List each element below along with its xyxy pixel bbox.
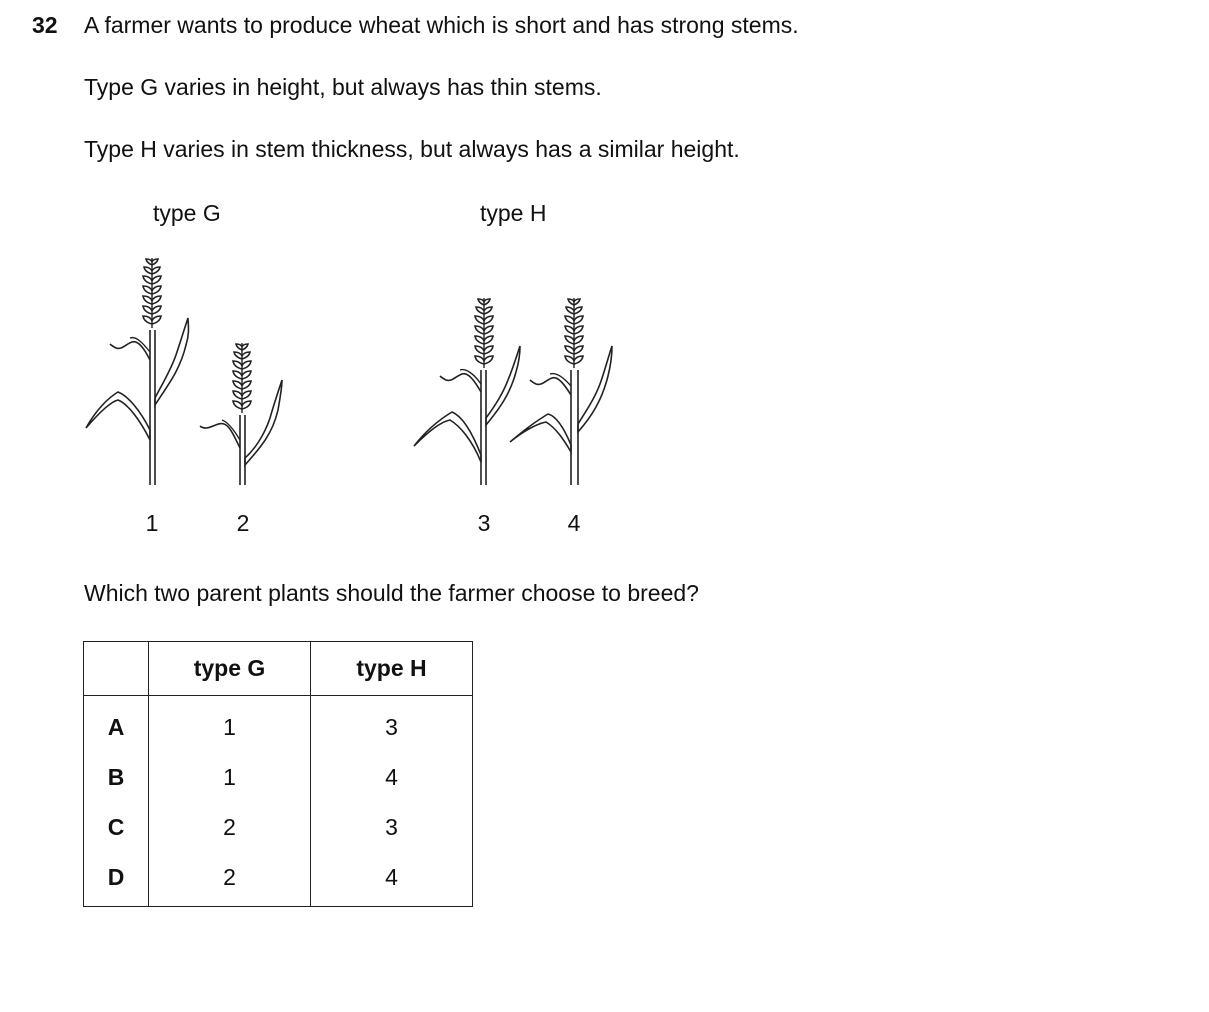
question-intro: A farmer wants to produce wheat which is short and has strong stems. [84, 12, 799, 38]
header-type-h: type H [311, 642, 473, 696]
type-h-label: type H [480, 200, 547, 226]
plant-number-1: 1 [145, 510, 159, 536]
question-number: 32 [32, 12, 58, 38]
type-g-description: Type G varies in height, but always has thin stems. [84, 74, 602, 100]
type-g-label: type G [153, 200, 221, 226]
question-prompt: Which two parent plants should the farmer choose to breed? [84, 580, 699, 606]
option-type-g: 2 [149, 802, 311, 852]
option-letter: D [84, 852, 149, 907]
table-row[interactable] [84, 802, 473, 852]
answer-options-table [83, 641, 473, 907]
header-type-g: type G [149, 642, 311, 696]
wheat-plant-1 [86, 258, 189, 485]
option-type-h: 4 [311, 852, 473, 907]
wheat-plant-3 [414, 298, 520, 485]
table-header-row [84, 642, 473, 696]
header-blank [84, 642, 149, 696]
table-row[interactable] [84, 852, 473, 907]
option-letter: C [84, 802, 149, 852]
option-type-g: 1 [149, 696, 311, 753]
table-row[interactable] [84, 752, 473, 802]
option-type-h: 3 [311, 802, 473, 852]
option-type-g: 1 [149, 752, 311, 802]
plant-number-2: 2 [236, 510, 250, 536]
wheat-plants-figure [0, 0, 700, 500]
option-type-h: 3 [311, 696, 473, 753]
wheat-plant-2 [200, 343, 282, 485]
option-letter: B [84, 752, 149, 802]
option-type-h: 4 [311, 752, 473, 802]
type-h-description: Type H varies in stem thickness, but always has a similar height. [84, 136, 740, 162]
table-row[interactable] [84, 696, 473, 753]
plant-number-4: 4 [567, 510, 581, 536]
option-letter: A [84, 696, 149, 753]
option-type-g: 2 [149, 852, 311, 907]
wheat-plant-4 [510, 298, 612, 485]
plant-number-3: 3 [477, 510, 491, 536]
